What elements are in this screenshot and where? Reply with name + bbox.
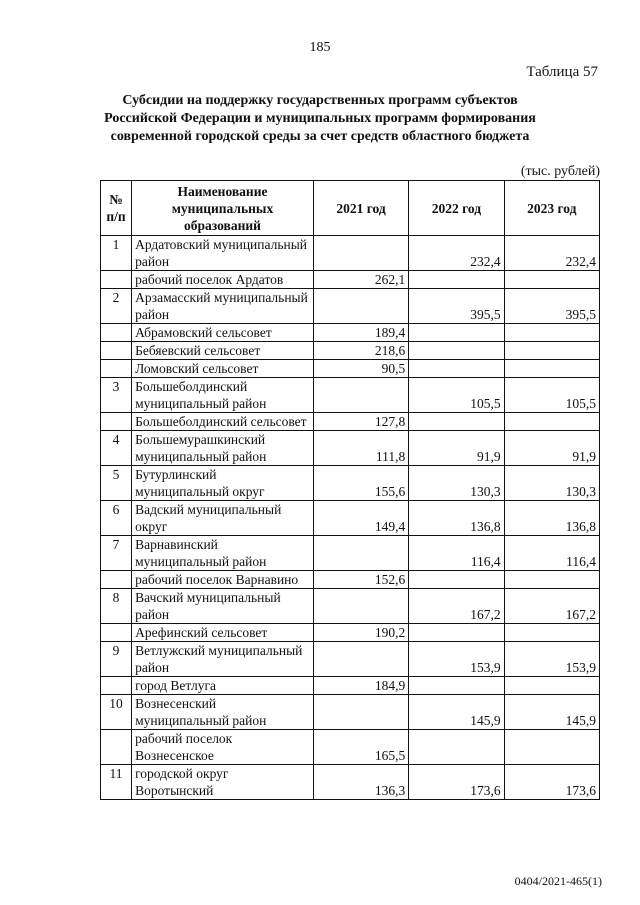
value-2023: 395,5 [504,289,599,324]
value-2022 [409,677,504,695]
table-row [101,571,600,589]
row-number [101,271,132,289]
municipality-name: Большеболдинский сельсовет [132,413,314,431]
table-header-row [101,181,600,236]
value-2021: 90,5 [313,360,408,378]
municipality-name: Арзамасский муниципальный район [132,289,314,324]
row-number [101,677,132,695]
row-number: 1 [101,236,132,271]
value-2022: 145,9 [409,695,504,730]
municipality-name: Абрамовский сельсовет [132,324,314,342]
value-2023 [504,571,599,589]
table-row [101,695,600,730]
value-2021 [313,289,408,324]
value-2023: 116,4 [504,536,599,571]
value-2023 [504,271,599,289]
value-2023 [504,413,599,431]
value-2022: 105,5 [409,378,504,413]
value-2022: 116,4 [409,536,504,571]
value-2023: 136,8 [504,501,599,536]
municipality-name: Варнавинский муниципальный район [132,536,314,571]
value-2021: 190,2 [313,624,408,642]
page-number: 185 [309,40,331,55]
value-2021: 262,1 [313,271,408,289]
table-row [101,236,600,271]
municipality-name: рабочий поселок Варнавино [132,571,314,589]
value-2022: 153,9 [409,642,504,677]
municipality-name: Большемурашкинский муниципальный район [132,431,314,466]
value-2022: 173,6 [409,765,504,800]
municipality-name: Ардатовский муниципальный район [132,236,314,271]
municipality-name: Ветлужский муниципальный район [132,642,314,677]
document-title: Субсидии на поддержку государственных программ субъектов Российской Федерации и муниципальных программ формирования современной городской среды за счет средств областного бюджета [104,93,536,144]
table-row [101,589,600,624]
value-2022 [409,571,504,589]
row-number: 11 [101,765,132,800]
value-2022 [409,324,504,342]
value-2022 [409,271,504,289]
table-label: Таблица 57 [526,64,598,80]
value-2022: 167,2 [409,589,504,624]
table-row [101,271,600,289]
row-number: 6 [101,501,132,536]
value-2022: 136,8 [409,501,504,536]
units-note: (тыс. рублей) [520,164,600,179]
value-2023: 167,2 [504,589,599,624]
value-2021 [313,695,408,730]
table-row [101,324,600,342]
value-2022 [409,624,504,642]
municipality-name: рабочий поселок Вознесенское [132,730,314,765]
value-2021: 111,8 [313,431,408,466]
value-2021: 218,6 [313,342,408,360]
municipality-name: Большеболдинский муниципальный район [132,378,314,413]
table-row [101,536,600,571]
row-number: 9 [101,642,132,677]
municipality-name: город Ветлуга [132,677,314,695]
value-2021: 127,8 [313,413,408,431]
value-2022: 130,3 [409,466,504,501]
value-2021 [313,589,408,624]
table-row [101,765,600,800]
value-2021: 184,9 [313,677,408,695]
municipality-name: Бебяевский сельсовет [132,342,314,360]
value-2021 [313,378,408,413]
table-row [101,431,600,466]
row-number: 10 [101,695,132,730]
municipality-name: рабочий поселок Ардатов [132,271,314,289]
table-row [101,642,600,677]
row-number [101,571,132,589]
value-2021: 155,6 [313,466,408,501]
value-2023: 130,3 [504,466,599,501]
value-2023 [504,342,599,360]
row-number [101,324,132,342]
value-2021: 165,5 [313,730,408,765]
value-2021 [313,536,408,571]
value-2023 [504,730,599,765]
value-2022: 232,4 [409,236,504,271]
header-2021: 2021 год [313,181,408,236]
value-2021 [313,236,408,271]
municipality-name: городской округ Воротынский [132,765,314,800]
value-2023 [504,360,599,378]
municipality-name: Бутурлинский муниципальный округ [132,466,314,501]
header-2023: 2023 год [504,181,599,236]
value-2022 [409,730,504,765]
value-2021: 149,4 [313,501,408,536]
municipality-name: Вачский муниципальный район [132,589,314,624]
value-2021: 136,3 [313,765,408,800]
value-2022 [409,342,504,360]
value-2021: 152,6 [313,571,408,589]
header-2022: 2022 год [409,181,504,236]
row-number: 3 [101,378,132,413]
value-2023: 91,9 [504,431,599,466]
table-row [101,342,600,360]
row-number [101,360,132,378]
value-2022: 91,9 [409,431,504,466]
table-row [101,378,600,413]
value-2022 [409,360,504,378]
document-code: 0404/2021-465(1) [514,874,602,888]
municipality-name: Вадский муниципальный округ [132,501,314,536]
table-row [101,730,600,765]
row-number: 2 [101,289,132,324]
table-body [101,236,600,800]
municipality-name: Вознесенский муниципальный район [132,695,314,730]
value-2021: 189,4 [313,324,408,342]
value-2023: 232,4 [504,236,599,271]
value-2023: 145,9 [504,695,599,730]
value-2022 [409,413,504,431]
value-2023: 173,6 [504,765,599,800]
value-2023 [504,677,599,695]
row-number [101,624,132,642]
value-2021 [313,642,408,677]
table-row [101,413,600,431]
municipality-name: Ломовский сельсовет [132,360,314,378]
header-number: № п/п [101,181,132,236]
row-number [101,730,132,765]
subsidy-table [100,180,600,800]
header-name: Наименование муниципальных образований [132,181,314,236]
value-2023: 105,5 [504,378,599,413]
table-row [101,624,600,642]
row-number: 8 [101,589,132,624]
table-row [101,360,600,378]
row-number [101,413,132,431]
value-2023 [504,324,599,342]
value-2023: 153,9 [504,642,599,677]
row-number [101,342,132,360]
row-number: 7 [101,536,132,571]
table-row [101,289,600,324]
row-number: 5 [101,466,132,501]
row-number: 4 [101,431,132,466]
table-row [101,466,600,501]
municipality-name: Арефинский сельсовет [132,624,314,642]
table-row [101,677,600,695]
value-2023 [504,624,599,642]
value-2022: 395,5 [409,289,504,324]
table-row [101,501,600,536]
